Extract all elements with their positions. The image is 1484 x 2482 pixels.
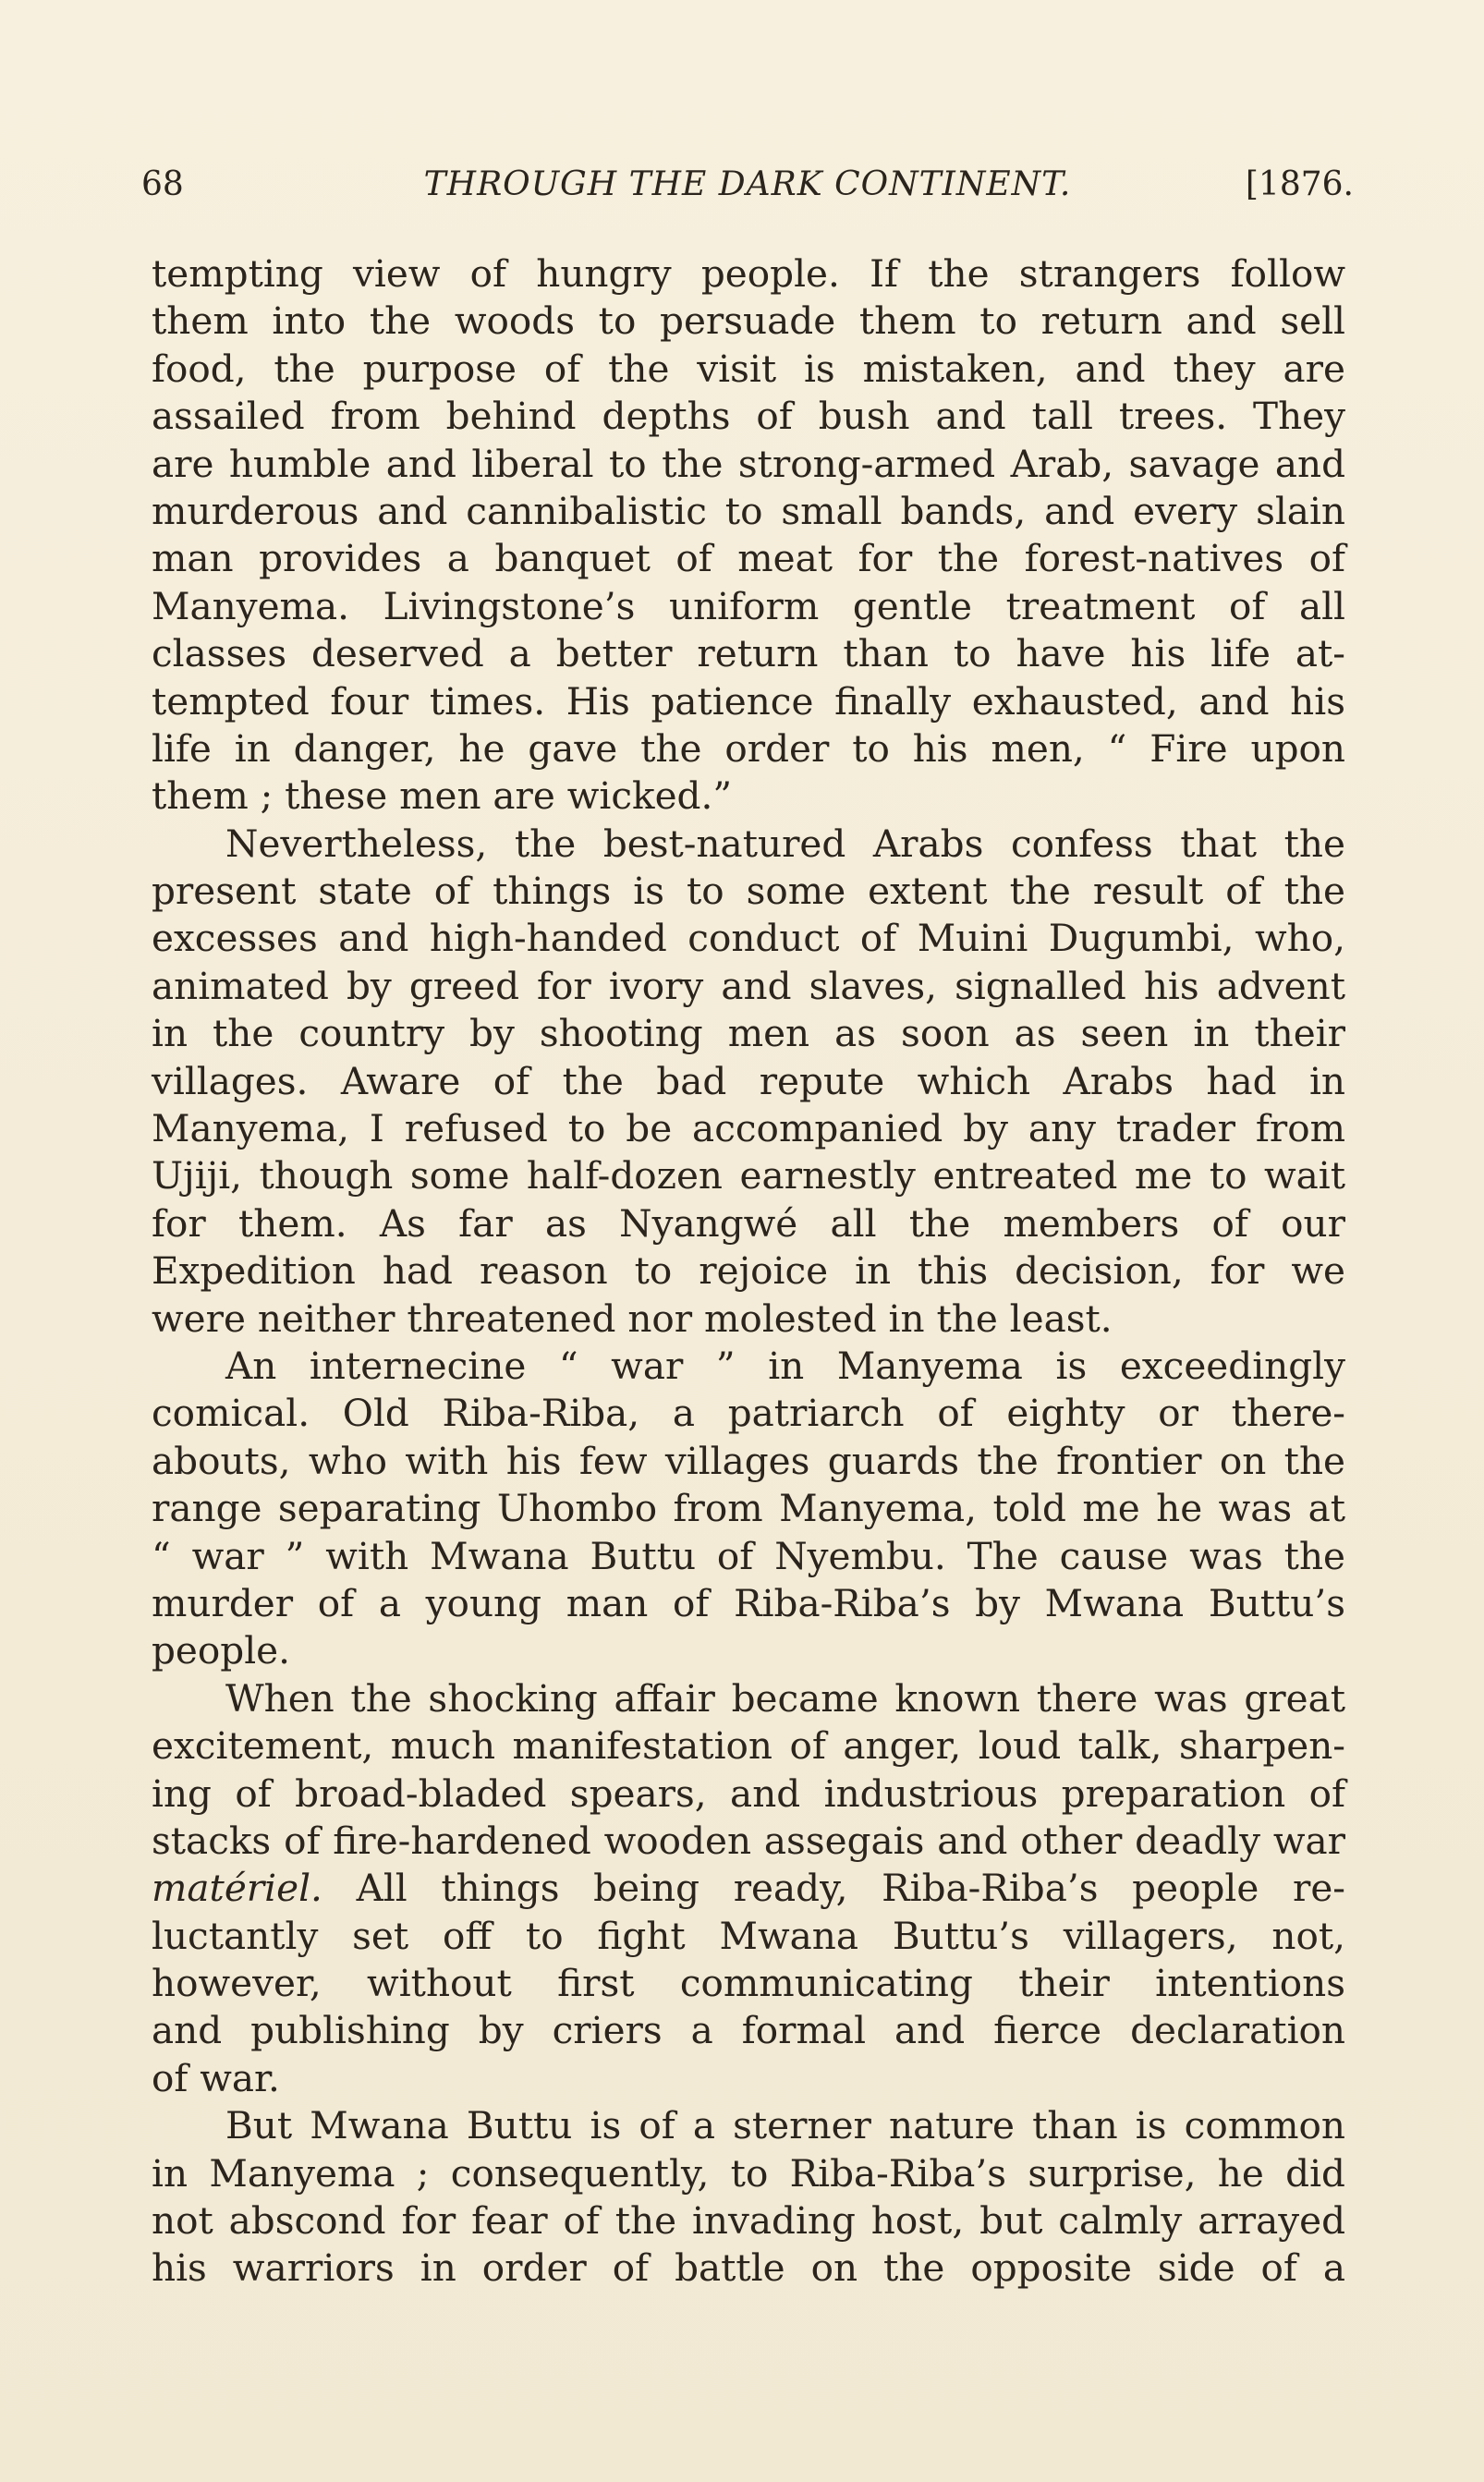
running-title: THROUGH THE DARK CONTINENT.	[423, 165, 1072, 203]
text-line: animated by greed for ivory and slaves, signalled his advent	[152, 963, 1345, 1008]
text-line: however, without first communicating their intentions	[152, 1961, 1345, 2006]
text-line: excitement, much manifestation of anger, loud talk, sharpen-	[152, 1723, 1345, 1769]
text-line: people.	[152, 1628, 290, 1673]
text-line-mixed	[152, 1865, 1345, 1912]
text-line: tempting view of hungry people. If the strangers follow	[152, 251, 1345, 296]
text-line: for them. As far as Nyangwé all the members of our	[152, 1200, 1345, 1246]
text-line: assailed from behind depths of bush and tall trees. They	[152, 394, 1345, 439]
text-line: in the country by shooting men as soon as seen in their	[152, 1011, 1345, 1056]
text-line: them into the woods to persuade them to return and sell	[152, 298, 1345, 344]
text-line: were neither threatened nor molested in the least.	[152, 1296, 1113, 1341]
text-line: stacks of fire-hardened wooden assegais and other deadly war	[152, 1818, 1345, 1863]
running-header	[141, 157, 1354, 213]
text-line: comical. Old Riba-Riba, a patriarch of eighty or there-	[152, 1391, 1345, 1436]
paragraph-start-line: But Mwana Buttu is of a sterner nature than is common	[225, 2103, 1345, 2148]
text-line: and publishing by criers a formal and fierce declaration	[152, 2008, 1345, 2053]
text-line: luctantly set off to fight Mwana Buttu’s villagers, not,	[152, 1913, 1345, 1958]
text-line: “ war ” with Mwana Buttu of Nyembu. The cause was the	[152, 1533, 1345, 1578]
text-line: Ujiji, though some half-dozen earnestly entreated me to wait	[152, 1153, 1345, 1198]
text-line: Expedition had reason to rejoice in this decision, for we	[152, 1248, 1345, 1294]
text-line: life in danger, he gave the order to his men, “ Fire upon	[152, 725, 1345, 771]
text-line: of war.	[152, 2055, 280, 2100]
text-line: ing of broad-bladed spears, and industrious preparation of	[152, 1770, 1345, 1816]
text-line: villages. Aware of the bad repute which Arabs had in	[152, 1058, 1345, 1103]
line-remainder: All things being ready, Riba-Riba’s people re-	[356, 1866, 1345, 1911]
paragraph-start-line: Nevertheless, the best-natured Arabs confess that the	[225, 821, 1345, 866]
page-number: 68	[141, 165, 184, 203]
text-line: in Manyema ; consequently, to Riba-Riba’s surprise, he did	[152, 2150, 1345, 2196]
text-line: Manyema, I refused to be accompanied by any trader from	[152, 1106, 1345, 1151]
text-line: his warriors in order of battle on the opposite side of a	[152, 2245, 1345, 2291]
text-line: murderous and cannibalistic to small bands, and every slain	[152, 488, 1345, 533]
paragraph-start-line: When the shocking affair became known there was great	[225, 1675, 1345, 1721]
text-line: murder of a young man of Riba-Riba’s by Mwana Buttu’s	[152, 1580, 1345, 1625]
body-text	[152, 250, 1345, 2293]
paragraph-start-line: An internecine “ war ” in Manyema is exceedingly	[225, 1343, 1345, 1388]
text-line: them ; these men are wicked.”	[152, 773, 733, 819]
text-line: tempted four times. His patience finally exhausted, and his	[152, 678, 1345, 724]
text-line: are humble and liberal to the strong-armed Arab, savage and	[152, 441, 1345, 486]
text-line: food, the purpose of the visit is mistaken, and they are	[152, 346, 1345, 391]
text-line: Manyema. Livingstone’s uniform gentle treatment of all	[152, 583, 1345, 628]
text-line: classes deserved a better return than to have his life at-	[152, 631, 1345, 676]
text-line: not abscond for fear of the invading host, but calmly arrayed	[152, 2198, 1345, 2244]
text-line: excesses and high-handed conduct of Muini Dugumbi, who,	[152, 916, 1345, 961]
text-line: range separating Uhombo from Manyema, told me he was at	[152, 1486, 1345, 1531]
text-line: present state of things is to some extent the result of the	[152, 869, 1345, 914]
italic-word: matériel.	[152, 1866, 322, 1911]
text-line: abouts, who with his few villages guards the frontier on the	[152, 1438, 1345, 1483]
text-line: man provides a banquet of meat for the forest-natives of	[152, 536, 1345, 581]
year-marker: [1876.	[1245, 165, 1354, 203]
